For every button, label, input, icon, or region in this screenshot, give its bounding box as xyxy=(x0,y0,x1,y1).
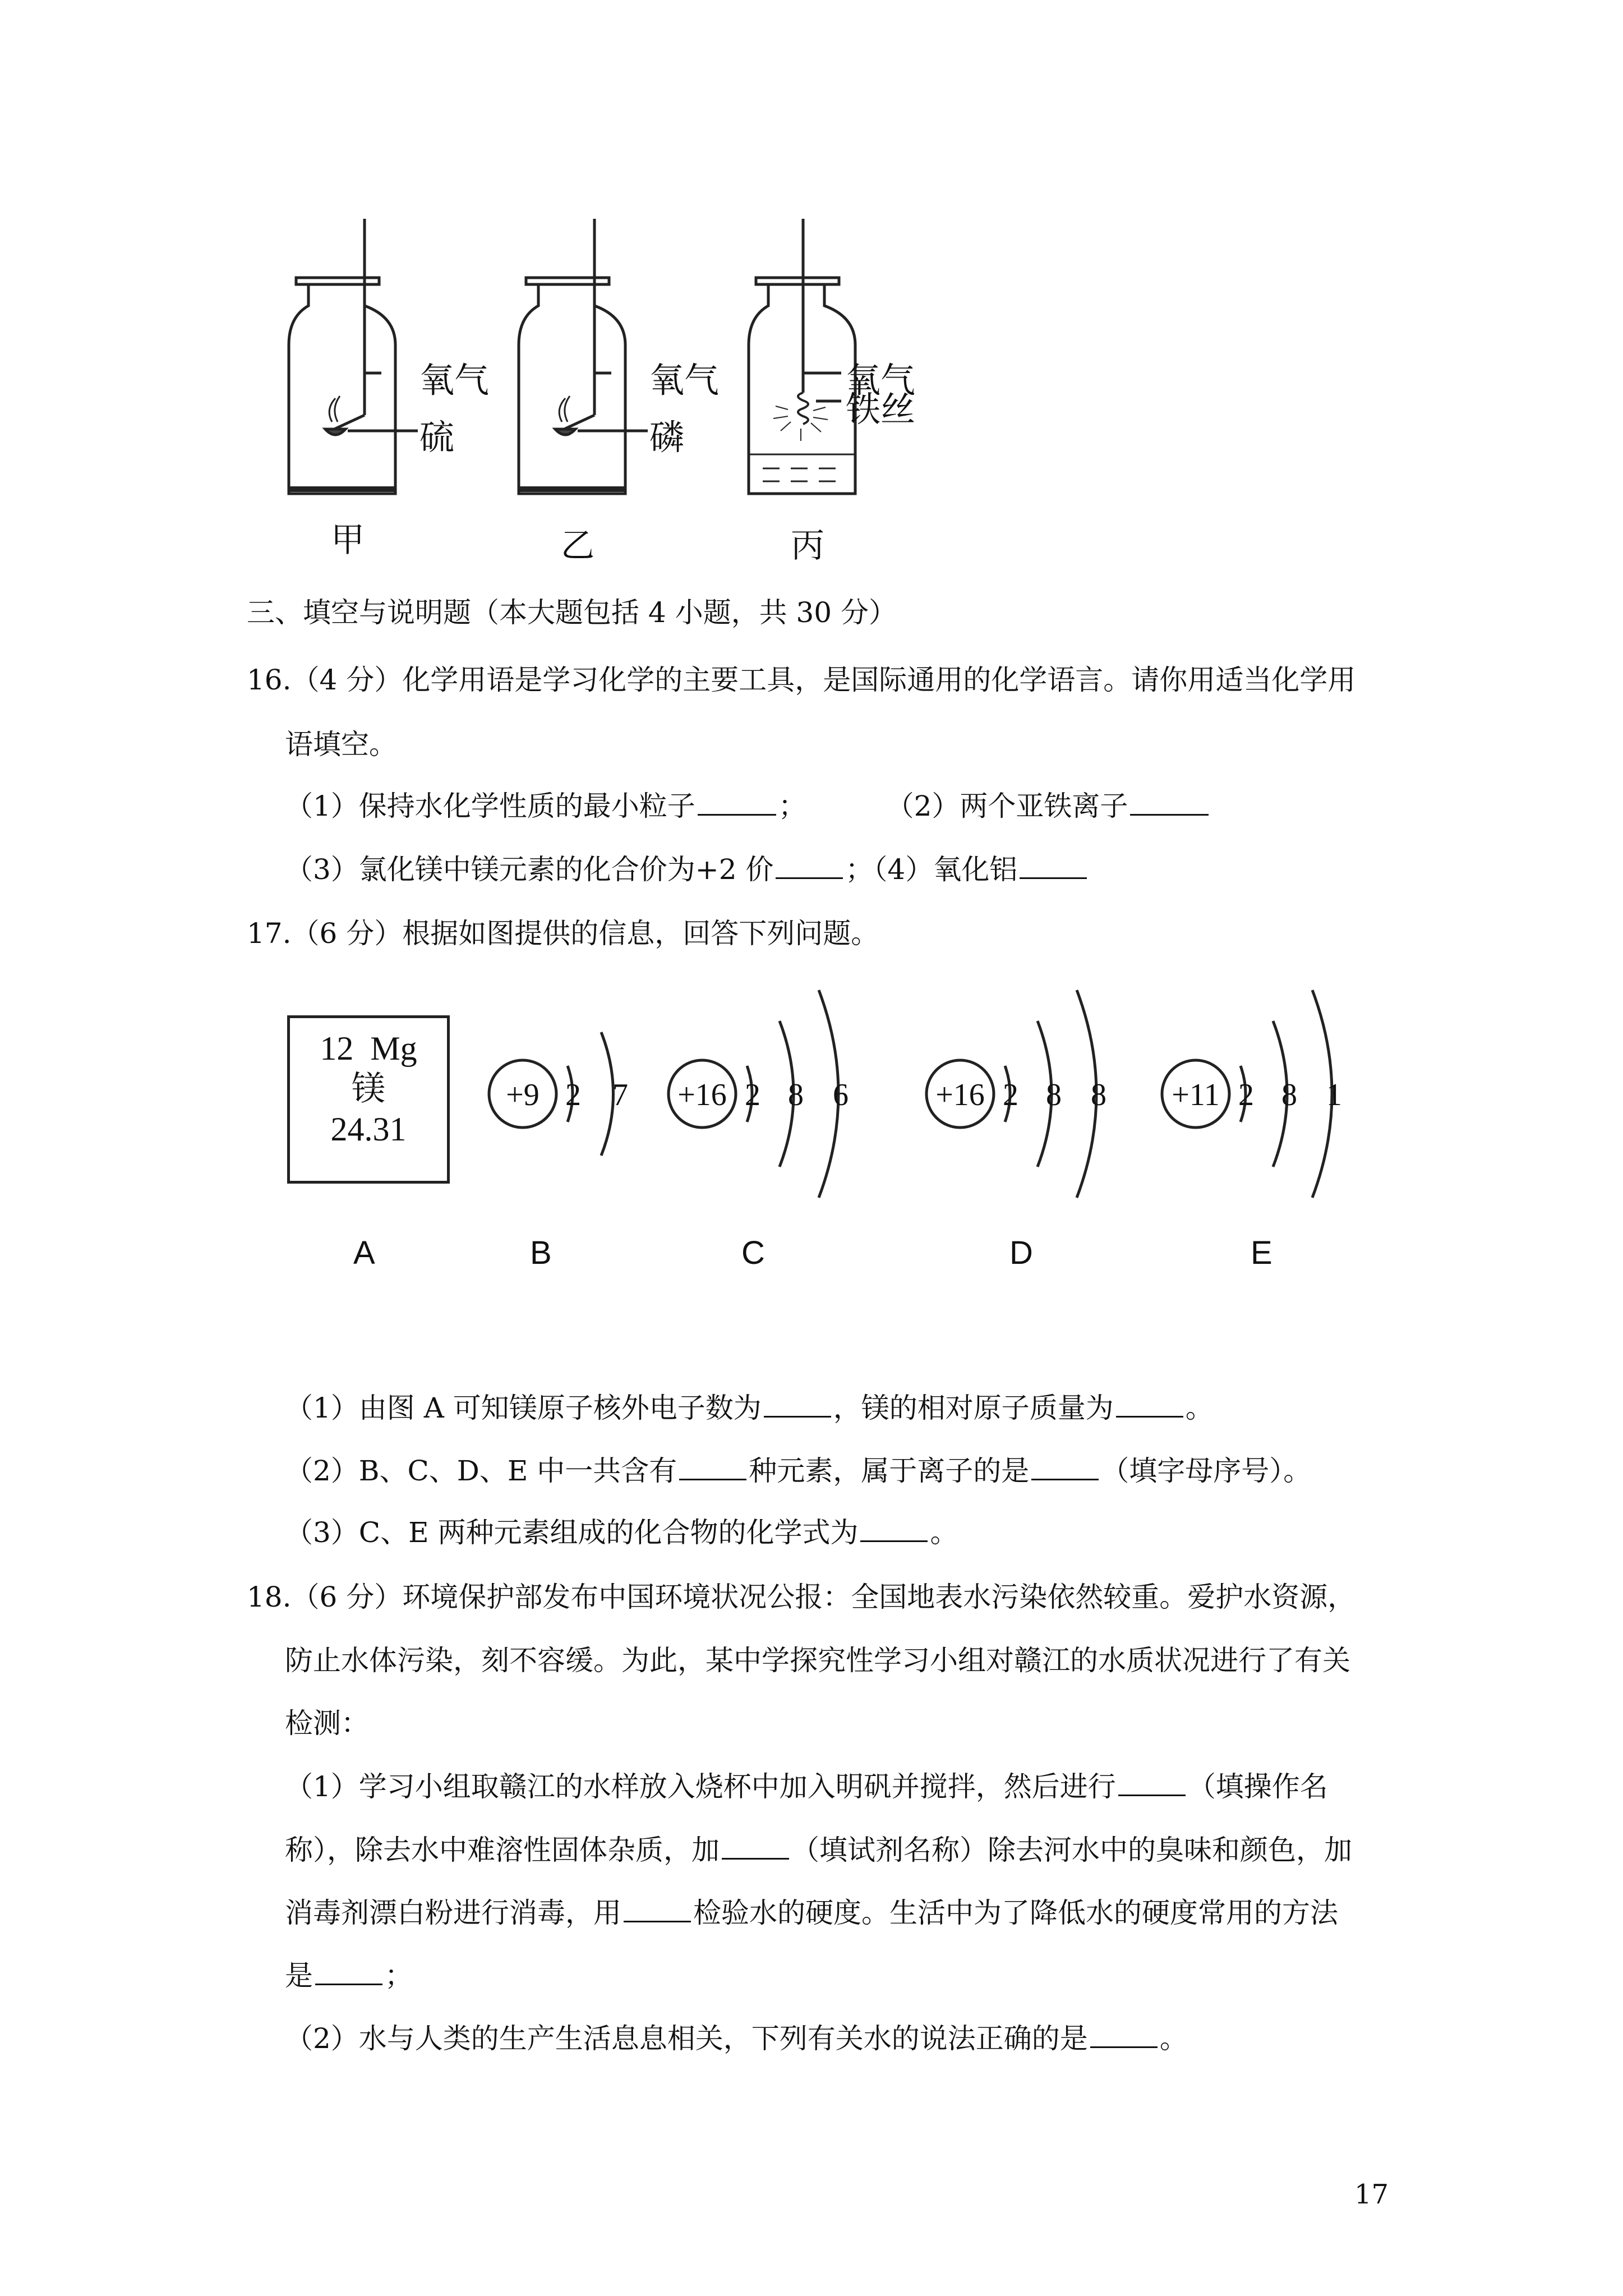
label-e: E xyxy=(1251,1235,1272,1271)
atom-b-nucleus: +9 xyxy=(506,1078,540,1112)
q16-p1-sep: ； xyxy=(778,790,806,822)
q17-s1b: ，镁的相对原子质量为 xyxy=(833,1392,1114,1424)
q16-line-2: 语填空。 xyxy=(285,728,397,761)
q18-sub-2 xyxy=(285,2021,1188,2056)
label-c: C xyxy=(741,1235,765,1271)
answer-blank[interactable] xyxy=(776,855,843,879)
atom-e-shell-2: 8 xyxy=(1281,1078,1297,1112)
answer-blank[interactable] xyxy=(1031,1456,1099,1480)
q18-s1g: 是 xyxy=(285,1959,313,1992)
flask-yi-label-1: 氧气 xyxy=(649,360,720,401)
atom-d-nucleus: +16 xyxy=(935,1078,985,1112)
q17-s3b: 。 xyxy=(930,1516,958,1549)
q17-sub-1 xyxy=(285,1390,1214,1426)
answer-blank[interactable] xyxy=(624,1898,691,1922)
label-b: B xyxy=(530,1235,552,1271)
answer-blank[interactable] xyxy=(1118,1772,1186,1796)
atom-c-nucleus: +16 xyxy=(677,1078,727,1112)
q18-s1c: 称），除去水中难溶性固体杂质，加 xyxy=(285,1834,720,1866)
q17-s1c: 。 xyxy=(1185,1392,1214,1424)
element-number: 12 xyxy=(320,1030,354,1067)
q16-p1c-text: （2）两个亚铁离子 xyxy=(886,790,1128,822)
q18-s1b: （填操作名 xyxy=(1187,1770,1328,1803)
atom-c-shell-3: 6 xyxy=(833,1078,849,1112)
q16-subq-1-2 xyxy=(285,788,1211,824)
q17-s1a: （1）由图 A 可知镁原子核外电子数为 xyxy=(285,1392,762,1424)
q18-line-1: 18.（6 分）环境保护部发布中国环境状况公报：全国地表水污染依然较重。爱护水资源， xyxy=(247,1581,1356,1613)
answer-blank[interactable] xyxy=(722,1835,789,1860)
atom-d-shell-3: 8 xyxy=(1091,1078,1106,1112)
atom-b-shell-2: 7 xyxy=(612,1078,628,1112)
answer-blank[interactable] xyxy=(1116,1393,1183,1418)
q18-s2b: 。 xyxy=(1159,2022,1188,2055)
flask-bing xyxy=(749,219,855,494)
atom-e-shell-3: 1 xyxy=(1326,1078,1342,1112)
answer-blank[interactable] xyxy=(315,1961,382,1985)
q18-s2a: （2）水与人类的生产生活息息相关，下列有关水的说法正确的是 xyxy=(285,2022,1088,2055)
combustion-figure xyxy=(269,213,1054,572)
label-d: D xyxy=(1009,1235,1033,1271)
flask-yi xyxy=(519,219,648,494)
flask-bing-label-1: 氧气 xyxy=(846,360,916,401)
label-a: A xyxy=(353,1235,375,1271)
q17-s2a: （2）B、C、D、E 中一共含有 xyxy=(285,1455,677,1487)
atom-d-shell-1: 2 xyxy=(1003,1078,1018,1112)
atom-c-shell-2: 8 xyxy=(788,1078,804,1112)
q18-s1f: 检验水的硬度。生活中为了降低水的硬度常用的方法 xyxy=(693,1897,1338,1929)
q18-s1d: （填试剂名称）除去河水中的臭味和颜色，加 xyxy=(791,1834,1352,1866)
answer-blank[interactable] xyxy=(764,1393,831,1418)
flask-jia-label-1: 氧气 xyxy=(419,360,490,401)
q18-line-2: 防止水体污染，刻不容缓。为此，某中学探究性学习小组对赣江的水质状况进行了有关 xyxy=(285,1644,1350,1677)
q18-sub-1-line-2 xyxy=(285,1832,1352,1868)
q17-s3a: （3）C、E 两种元素组成的化合物的化学式为 xyxy=(285,1516,859,1549)
q18-sub-1-line-1 xyxy=(285,1769,1328,1805)
element-name: 镁 xyxy=(352,1070,385,1107)
q17-sub-3 xyxy=(285,1515,958,1550)
flask-jia xyxy=(289,219,418,494)
q18-s1h: ； xyxy=(385,1959,413,1992)
atom-e-nucleus: +11 xyxy=(1172,1078,1220,1112)
q18-s1a: （1）学习小组取赣江的水样放入烧杯中加入明矾并搅拌，然后进行 xyxy=(285,1770,1116,1803)
flask-jia-label-2: 硫 xyxy=(419,417,455,458)
answer-blank[interactable] xyxy=(1130,792,1209,816)
q17-s2c: （填字母序号）。 xyxy=(1101,1455,1312,1487)
q16-p1-text: （1）保持水化学性质的最小粒子 xyxy=(285,790,695,822)
page-number: 17 xyxy=(1354,2179,1389,2210)
q18-sub-1-line-3 xyxy=(285,1895,1338,1931)
answer-blank[interactable] xyxy=(860,1518,928,1542)
q18-line-3: 检测： xyxy=(285,1707,369,1740)
element-mass: 24.31 xyxy=(330,1111,407,1148)
atom-figure xyxy=(280,976,1402,1290)
answer-blank[interactable] xyxy=(1020,855,1087,879)
flask-yi-label-2: 磷 xyxy=(649,417,685,458)
q17-line-1: 17.（6 分）根据如图提供的信息，回答下列问题。 xyxy=(247,917,879,950)
element-symbol: Mg xyxy=(370,1030,417,1067)
atom-b-shell-1: 2 xyxy=(565,1078,581,1112)
atom-e-shell-1: 2 xyxy=(1238,1078,1254,1112)
q18-sub-1-line-4 xyxy=(285,1958,413,1994)
q16-p2b-text: ；（4）氧化铝 xyxy=(845,853,1018,886)
flask-jia-caption: 甲 xyxy=(331,521,365,560)
flask-bing-caption: 丙 xyxy=(791,526,824,565)
atom-d-shell-2: 8 xyxy=(1046,1078,1062,1112)
section-header: 三、填空与说明题（本大题包括 4 小题，共 30 分） xyxy=(247,596,897,629)
flask-yi-caption: 乙 xyxy=(561,526,594,565)
answer-blank[interactable] xyxy=(679,1456,746,1480)
q16-p2-text: （3）氯化镁中镁元素的化合价为+2 价 xyxy=(285,853,774,886)
answer-blank[interactable] xyxy=(698,792,776,816)
q16-subq-3-4 xyxy=(285,852,1089,887)
atom-c-shell-1: 2 xyxy=(745,1078,760,1112)
q17-s2b: 种元素，属于离子的是 xyxy=(749,1455,1030,1487)
q17-sub-2 xyxy=(285,1453,1311,1489)
q18-s1e: 消毒剂漂白粉进行消毒，用 xyxy=(285,1897,621,1929)
flask-bing-label-2: 铁丝 xyxy=(846,389,916,430)
q16-line-1: 16.（4 分）化学用语是学习化学的主要工具，是国际通用的化学语言。请你用适当化学用 xyxy=(247,664,1356,696)
answer-blank[interactable] xyxy=(1090,2024,1158,2048)
